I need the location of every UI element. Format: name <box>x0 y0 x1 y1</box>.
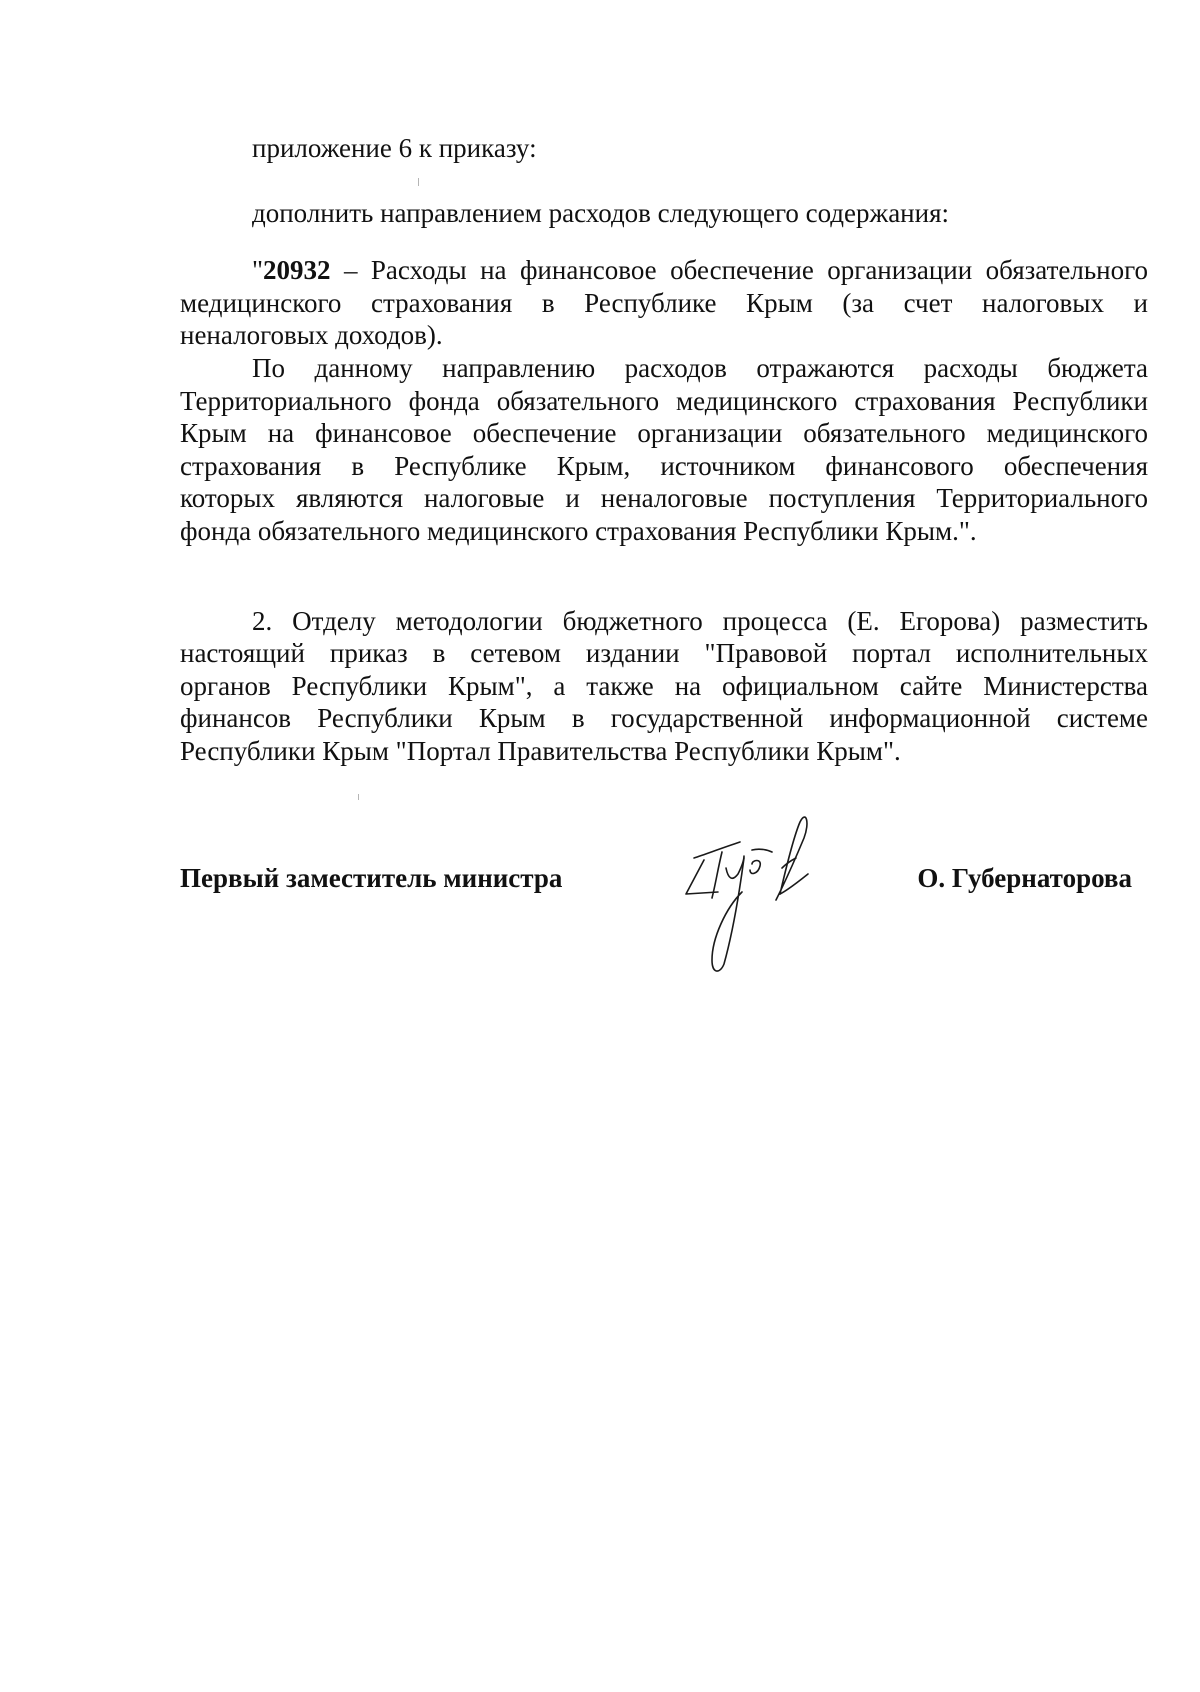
para1-line: неналоговых доходов). <box>180 320 443 350</box>
item2-line: 2. Отделу методологии бюджетного процесса (Е. Егорова) разместить <box>252 606 1148 636</box>
para2-line: По данному направлению расходов отражаются расходы бюджета <box>252 353 1148 383</box>
handwritten-signature <box>682 808 832 976</box>
signatory-title: Первый заместитель министра <box>180 863 563 893</box>
para2-line: Крым на финансовое обеспечение организации обязательного медицинского <box>180 418 1148 448</box>
para2-line: страхования в Республике Крым, источником финансового обеспечения <box>180 451 1148 481</box>
intro-line: приложение 6 к приказу: <box>252 133 537 163</box>
expense-code: 20932 <box>263 255 331 285</box>
code-line-text: – Расходы на финансовое обеспечение организации обязательного <box>330 255 1148 285</box>
para2-line: которых являются налоговые и неналоговые поступления Территориального <box>180 483 1148 513</box>
code-line <box>252 254 1148 287</box>
item2-line: Республики Крым "Портал Правительства Республики Крым". <box>180 736 901 766</box>
supplement-text: дополнить направлением расходов следующего содержания: <box>252 198 949 228</box>
item2-line: органов Республики Крым", а также на официальном сайте Министерства <box>180 671 1148 701</box>
para1-line: медицинского страхования в Республике Крым (за счет налоговых и <box>180 288 1148 318</box>
signatory-name: О. Губернаторова <box>917 863 1132 893</box>
para2-line: фонда обязательного медицинского страхования Республики Крым.". <box>180 516 977 546</box>
scan-speck <box>358 794 359 800</box>
item2-line: финансов Республики Крым в государственной информационной системе <box>180 703 1148 733</box>
scan-speck <box>418 178 419 186</box>
para2-line: Территориального фонда обязательного медицинского страхования Республики <box>180 386 1148 416</box>
supplement-line <box>252 197 1148 230</box>
item2-line: настоящий приказ в сетевом издании "Правовой портал исполнительных <box>180 638 1148 668</box>
code-quote: " <box>252 255 264 285</box>
